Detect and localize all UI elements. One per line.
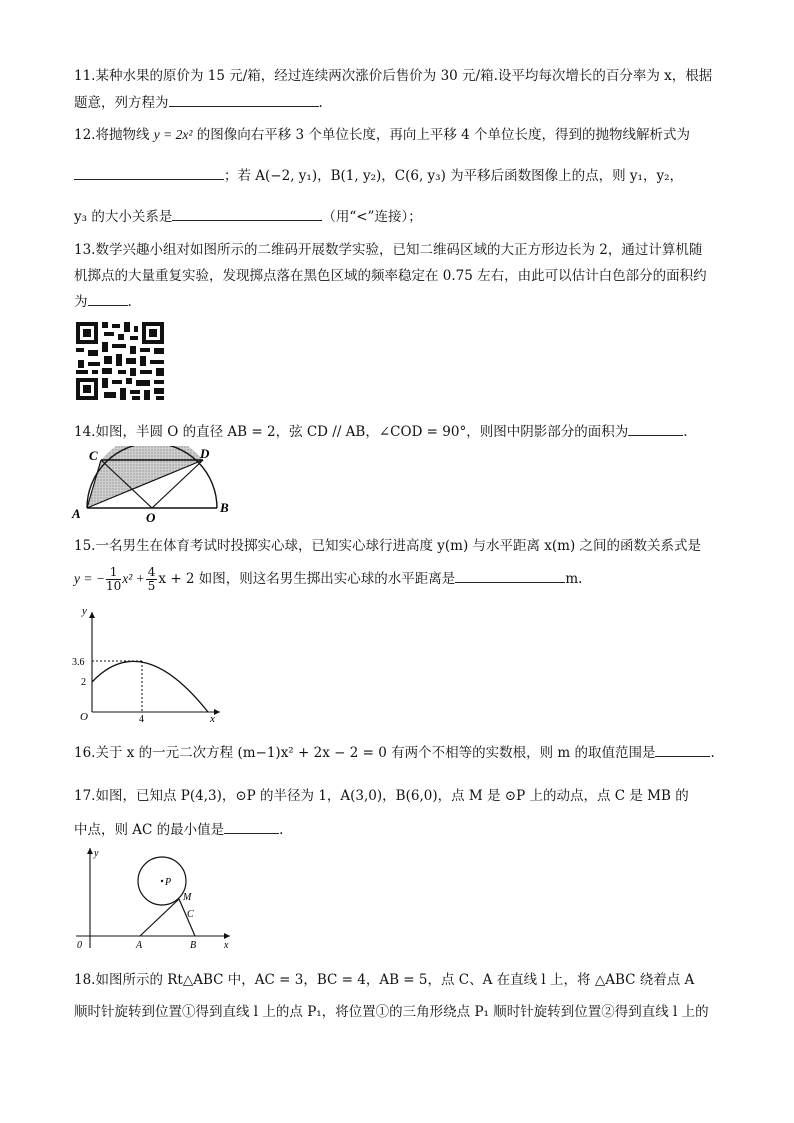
q17-line1: 17.如图，已知点 P(4,3)，⊙P 的半径为 1，A(3,0)，B(6,0)，点 M 是 ⊙P 上的动点，点 C 是 MB 的 — [74, 788, 689, 804]
q12-line2 — [74, 164, 683, 184]
q15-fraction-2: $\frac{4}{5}$ — [147, 565, 156, 593]
y-axis-arrow-icon — [87, 848, 93, 854]
center-point-p — [161, 880, 163, 882]
q12-text-d: y₃ 的大小关系是 — [74, 209, 173, 225]
q13-period: . — [127, 294, 132, 310]
q14-period: . — [683, 424, 688, 440]
q15-parabola-graph — [70, 604, 230, 724]
q17-circle-graph — [70, 844, 240, 954]
label-o: O — [146, 510, 156, 524]
label-b: B — [190, 940, 197, 951]
q16-period: . — [710, 745, 715, 761]
q12-line3 — [74, 205, 422, 225]
x-axis-arrow-icon — [224, 933, 230, 939]
q15-unit: m. — [565, 571, 583, 587]
q17-answer-blank[interactable] — [224, 819, 279, 834]
parabola-curve — [92, 661, 208, 712]
label-c: C — [187, 909, 194, 920]
q16-text: 16.关于 x 的一元二次方程 (m−1)x² + 2x − 2 = 0 有两个不相等的实数根，则 m 的取值范围是 — [74, 745, 656, 761]
q14-answer-blank[interactable] — [628, 421, 683, 436]
q16-line1 — [74, 741, 715, 761]
q14-text: 14.如图，半圆 O 的直径 AB = 2，弦 CD // AB，∠COD = 90°，则图中阴影部分的面积为 — [74, 424, 629, 440]
q18-line2: 顺时针旋转到位置①得到直线 l 上的点 P₁，将位置①的三角形绕点 P₁ 顺时针旋转到位置②得到直线 l 上的 — [74, 1004, 709, 1020]
q11-prompt: 题意，列方程为 — [74, 95, 169, 111]
q12-text-c: ；若 A(−2, y₁)，B(1, y₂)，C(6, y₃) 为平移后函数图像上的点，则 y₁，y₂， — [224, 168, 683, 184]
q11-answer-blank[interactable] — [169, 92, 319, 107]
q13-text-a: 为 — [74, 294, 88, 310]
label-b: B — [220, 500, 229, 515]
q14-line1 — [74, 420, 688, 440]
x-label: x — [224, 940, 229, 951]
tick-3-6: 3.6 — [72, 657, 85, 668]
q12-equation: y = 2x² — [153, 127, 193, 142]
label-a: A — [72, 506, 81, 521]
q11-line2 — [74, 91, 323, 111]
q12-text-a: 12.将抛物线 — [74, 127, 154, 143]
tick-4: 4 — [139, 714, 144, 724]
y-label: y — [82, 605, 87, 617]
q13-line2: 机掷点的大量重复实验，发现掷点落在黑色区域的频率稳定在 0.75 左右，由此可以估计白色部分的面积约 — [74, 268, 707, 284]
q17-period: . — [279, 822, 284, 838]
q12-answer-blank-2[interactable] — [172, 206, 322, 221]
x-axis-arrow-icon — [214, 709, 220, 715]
q16-answer-blank[interactable] — [655, 742, 710, 757]
label-c: C — [89, 448, 98, 463]
tick-2: 2 — [81, 677, 86, 688]
q12-text-e: （用“<”连接）； — [322, 209, 422, 225]
q15-line2 — [74, 566, 582, 593]
q14-semicircle-figure — [70, 446, 250, 524]
q11-line1: 11.某种水果的原价为 15 元/箱，经过连续两次涨价后售价为 30 元/箱.设平均每次增长的百分率为 x，根据 — [74, 68, 713, 84]
y-axis-arrow-icon — [89, 612, 95, 618]
x-label: x — [210, 713, 215, 724]
label-a: A — [136, 940, 143, 951]
label-d: D — [200, 446, 210, 461]
q12-line1 — [74, 123, 690, 143]
q15-answer-blank[interactable] — [455, 568, 565, 583]
q13-line3 — [74, 290, 132, 310]
q12-text-b: 的图像向右平移 3 个单位长度，再向上平移 4 个单位长度，得到的抛物线解析式为 — [192, 127, 691, 143]
label-m: M — [183, 892, 192, 903]
y-label: y — [94, 848, 99, 859]
q12-answer-blank-1[interactable] — [74, 165, 224, 180]
qr-code-image — [74, 320, 166, 402]
q15-mid: x² + — [122, 571, 145, 586]
q15-line1: 15.一名男生在体育考试时投掷实心球，已知实心球行进高度 y(m) 与水平距离 x(m) 之间的函数关系式是 — [74, 538, 702, 554]
q13-answer-blank[interactable] — [88, 291, 128, 306]
q11-period: . — [318, 95, 323, 111]
label-p: P — [165, 877, 172, 888]
q15-fraction-1: $\frac{1}{10}$ — [105, 565, 122, 593]
q18-line1: 18.如图所示的 Rt△ABC 中，AC = 3，BC = 4，AB = 5，点 C、A 在直线 l 上，将 △ABC 绕着点 A — [74, 972, 695, 988]
q15-y-eq: y = − — [74, 571, 105, 586]
q17-line2 — [74, 818, 283, 838]
q15-tail: x + 2 如图，则这名男生掷出实心球的水平距离是 — [158, 571, 456, 587]
q17-text: 中点，则 AC 的最小值是 — [74, 822, 225, 838]
origin-label: O — [80, 711, 88, 723]
origin-label: 0 — [77, 940, 82, 951]
q13-line1: 13.数学兴趣小组对如图所示的二维码开展数学实验，已知二维码区域的大正方形边长为 2，通过计算机随 — [74, 242, 703, 258]
